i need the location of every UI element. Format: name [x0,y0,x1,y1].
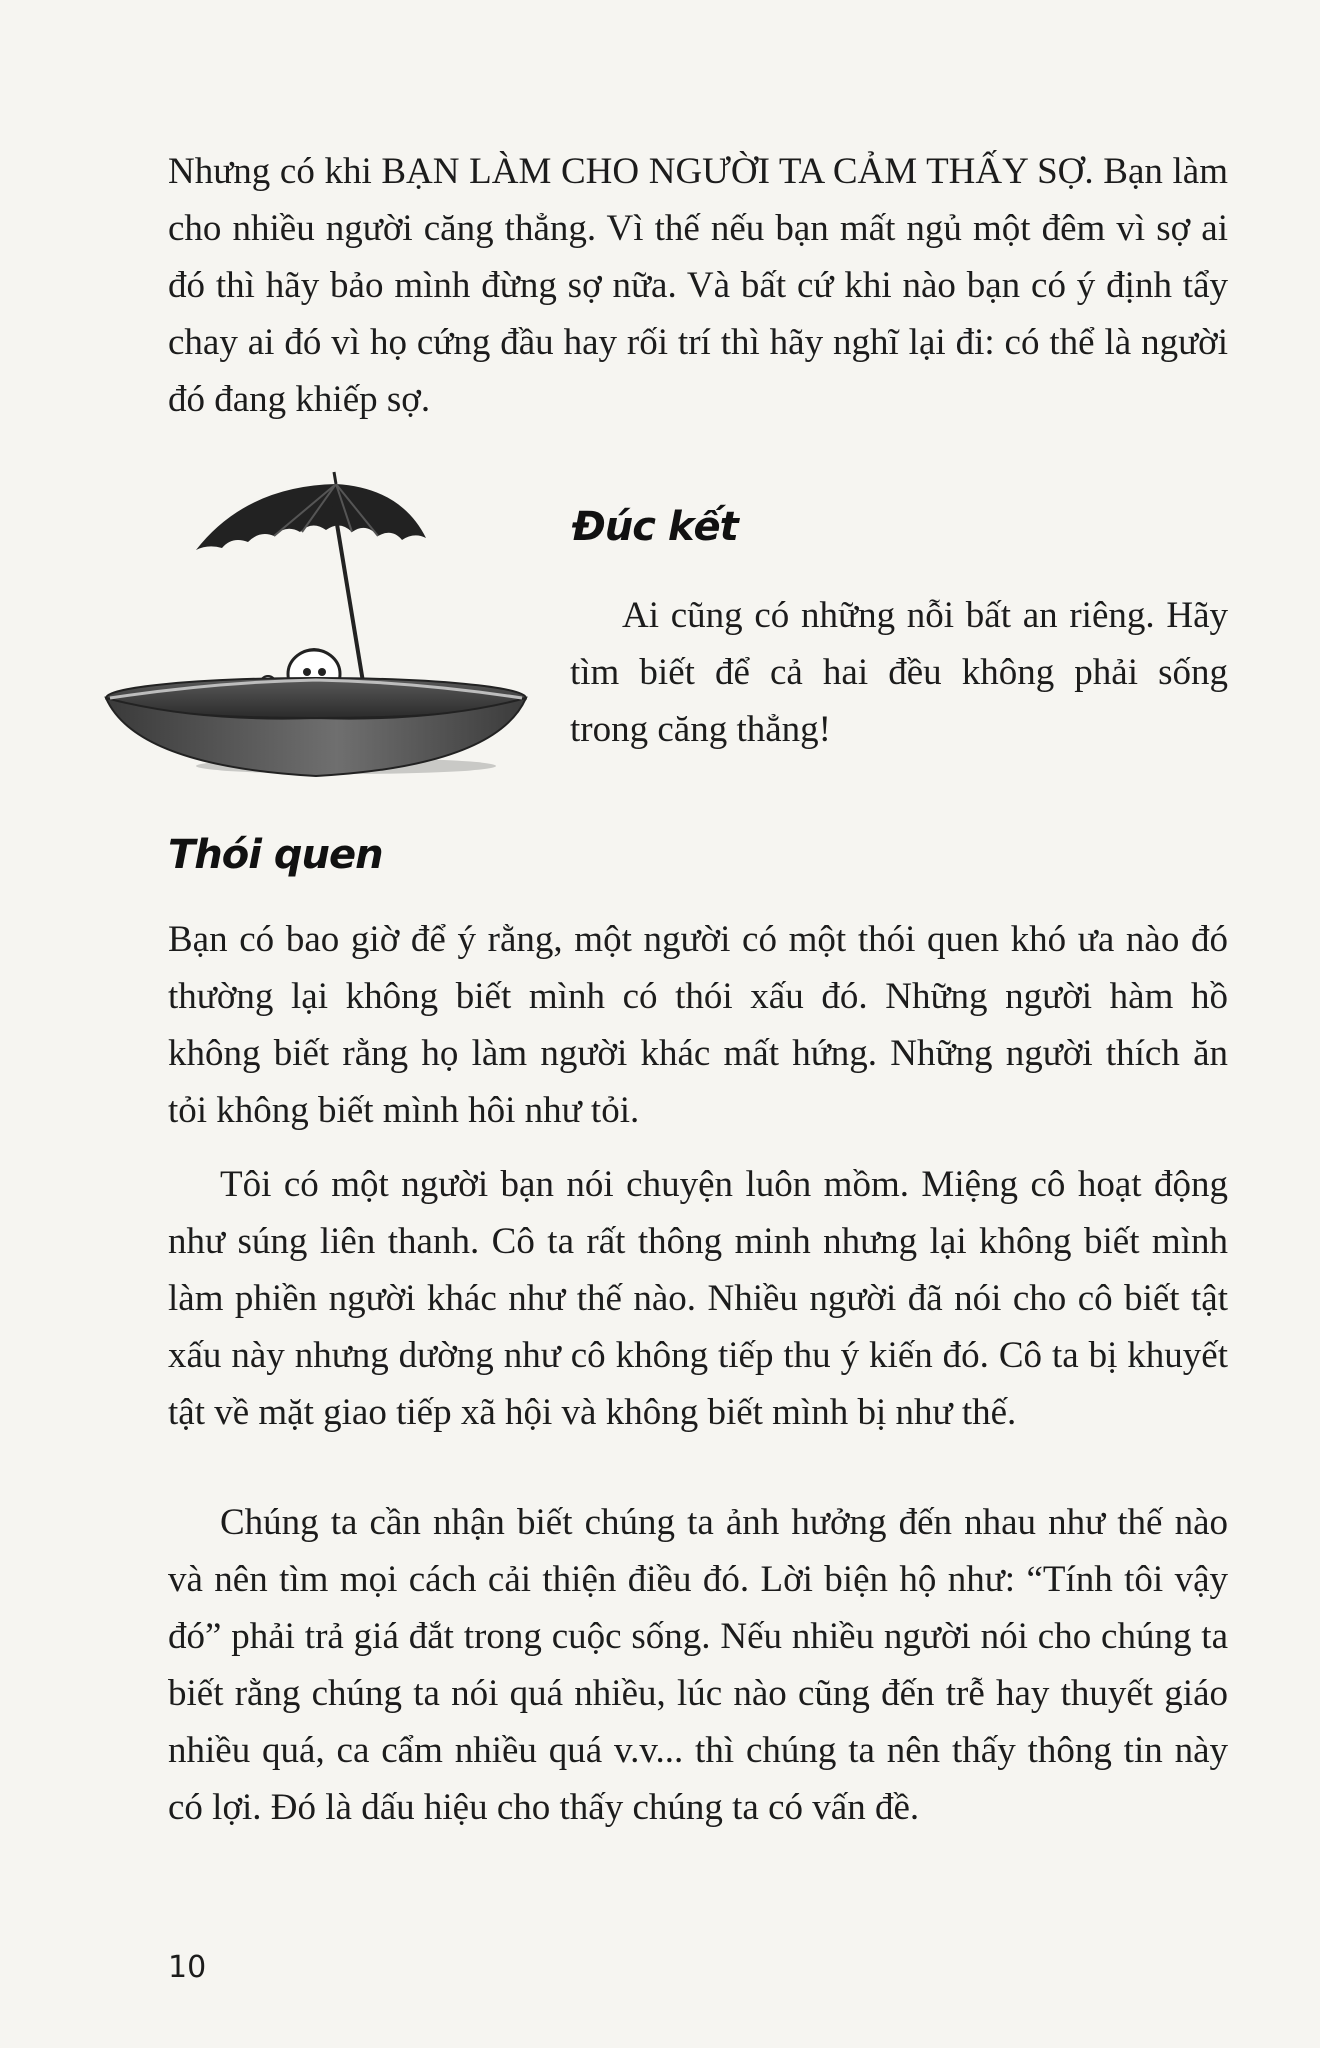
paragraph-awareness: Chúng ta cần nhận biết chúng ta ảnh hưởng đến nhau như thế nào và nên tìm mọi cách cải thiện điều đó. Lời biện hộ như: “Tính tôi vậy đó” phải trả giá đắt trong cuộc sống. Nếu nhiều người nói cho chúng ta biết rằng chúng ta nói quá nhiều, lúc nào cũng đến trễ hay thuyết giáo nhiều quá, ca cẩm nhiều quá v.v... thì chúng ta nên thấy thông tin này có lợi. Đó là dấu hiệu cho thấy chúng ta có vấn đề. [168,1502,1228,1828]
umbrella-bowl-icon [96,466,536,786]
paragraph-fear: Nhưng có khi BẠN LÀM CHO NGƯỜI TA CẢM THẤY SỢ. Bạn làm cho nhiều người căng thẳng. Vì thế nếu bạn mất ngủ một đêm vì sợ ai đó thì hãy bảo mình đừng sợ nữa. Và bất cứ khi nào bạn có ý định tẩy chay ai đó vì họ cứng đầu hay rối trí thì hãy nghĩ lại đi: có thể là người đó đang khiếp sợ. [168,151,1228,420]
paragraph-friend: Tôi có một người bạn nói chuyện luôn mồm. Miệng cô hoạt động như súng liên thanh. Cô ta rất thông minh nhưng lại không biết mình làm phiền người khác như thế nào. Nhiều người đã nói cho cô biết tật xấu này nhưng dường như cô không tiếp thu ý kiến đó. Cô ta bị khuyết tật về mặt giao tiếp xã hội và không biết mình bị như thế. [168,1164,1228,1433]
page-number: 10 [168,1950,207,1985]
summary-text: Ai cũng có những nỗi bất an riêng. Hãy tìm biết để cả hai đều không phải sống trong căng thẳng! [570,595,1228,750]
summary-heading: Đúc kết [572,504,738,550]
paragraph-habit-intro: Bạn có bao giờ để ý rằng, một người có một thói quen khó ưa nào đó thường lại không biết mình có thói xấu đó. Những người hàm hồ không biết rằng họ làm người khác mất hứng. Những người thích ăn tỏi không biết mình hôi như tỏi. [168,919,1228,1131]
section-heading-habit: Thói quen [168,832,383,878]
